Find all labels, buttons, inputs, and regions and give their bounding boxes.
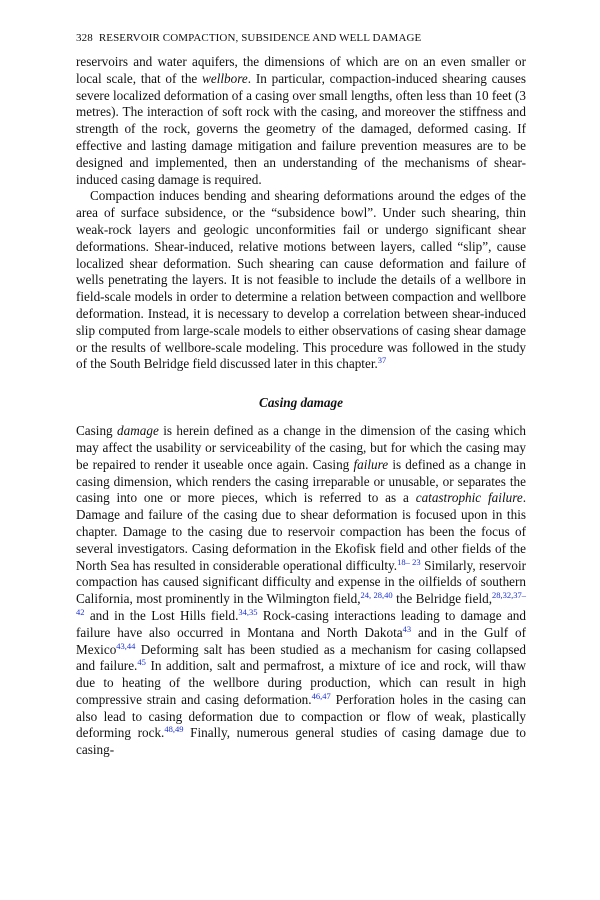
citation-link[interactable]: 18– 23 (397, 556, 421, 567)
paragraph-1 (76, 54, 526, 188)
text-italic: damage (117, 423, 159, 439)
citation-link[interactable]: 43,44 (116, 640, 136, 651)
text-italic: catastrophic failure (415, 490, 523, 506)
text-run: reservoirs and water aquifers, the dimensions of which are on an even smaller or local scale, that of the (76, 54, 526, 86)
citation-link[interactable]: 45 (137, 657, 146, 668)
text-run: . In particular, compaction-induced shearing causes severe localized deformation of a casing over small lengths, often less than 10 feet (3 metres). The interaction of soft rock with the casing, and moreover the stiffness and strength of the rock, governs the geometry of the damaged, deformed casing. If effective and lasting damage mitigation and failure prevention measures are to be designed and implemented, then an understanding of the mechanisms of shear-induced casing damage is required. (76, 70, 526, 187)
citation-link[interactable]: 24, 28,40 (360, 590, 393, 601)
text-run: Compaction induces bending and shearing deformations around the edges of the area of surface subsidence, or the “subsidence bowl”. Under such shearing, thin weak-rock layers and geologic unconformities fail or undergo significant shear deformations. Shear-induced, relative motions between layers, called “slip”, cause localized shear deformation. Such shearing can cause deformation and failure of wells penetrating the layers. It is not feasible to include the details of a wellbore in field-scale models in order to determine a relation between compaction and wellbore deformation. Instead, it is necessary to develop a correlation between shear-induced slip computed from large-scale models to either observations of casing shear damage or the results of wellbore-scale modeling. This procedure was followed in the study of the South Belridge field discussed later in this chapter. (76, 188, 526, 372)
text-run: Perforation holes in the casing can also lead to casing deformation due to compaction or flow of weak, plastically deforming rock. (76, 691, 526, 741)
citation-link[interactable]: 46,47 (311, 690, 331, 701)
page (76, 32, 526, 759)
citation-link[interactable]: 28,32,37–42 (76, 590, 527, 617)
citation-link[interactable]: 34,35 (238, 606, 258, 617)
text-run: is herein defined as a change in the dimension of the casing which may affect the usability or serviceability of the casing, but for which the casing may be repaired to render it useable once again. Casing (76, 423, 526, 472)
text-run: the Belridge field, (392, 591, 493, 607)
text-run: Rock-casing interactions leading to damage and failure have also occurred in Montana and North Dakota (76, 607, 526, 640)
text-run: In addition, salt and permafrost, a mixture of ice and rock, will thaw due to heating of the wellbore during production, which can result in high compressive strain and casing deformation. (76, 658, 526, 707)
text-run: Casing (76, 423, 118, 439)
citation-link[interactable]: 37 (377, 355, 387, 366)
paragraph-3 (76, 423, 526, 759)
section-heading: Casing damage (259, 395, 343, 411)
text-run: Deforming salt has been studied as a mechanism for casing collapsed and failure. (76, 641, 526, 674)
text-run: is defined as a change in casing dimension, which renders the casing irreparable or unusable, or separates the casing into one or more pieces, which is referred to as a (76, 456, 526, 506)
citation-link[interactable]: 48,49 (164, 724, 184, 735)
text-italic: failure (353, 456, 389, 472)
running-head (76, 32, 526, 44)
text-run: and in the Gulf of Mexico (76, 624, 526, 657)
paragraph-2 (76, 188, 526, 373)
text-run: Similarly, reservoir compaction has caused significant difficulty and expense in the oilfields of southern California, most prominently in the Wilmington field, (76, 557, 527, 607)
text-run: and in the Lost Hills field. (84, 607, 239, 623)
running-title: RESERVOIR COMPACTION, SUBSIDENCE AND WELL DAMAGE (98, 32, 422, 44)
text-run: . Damage and failure of the casing due to shear deformation is focused upon in this chapter. Damage to the casing due to reservoir compaction has been the focus of several investigators. Casing deformation in the Ekofisk field and other fields of the North Sea has resulted in considerable operational difficulty. (76, 490, 526, 573)
citation-link[interactable]: 43 (402, 623, 412, 634)
page-number: 328 (76, 32, 93, 44)
text-run: Finally, numerous general studies of casing damage due to casing- (76, 725, 526, 758)
text-italic: wellbore (202, 70, 248, 86)
